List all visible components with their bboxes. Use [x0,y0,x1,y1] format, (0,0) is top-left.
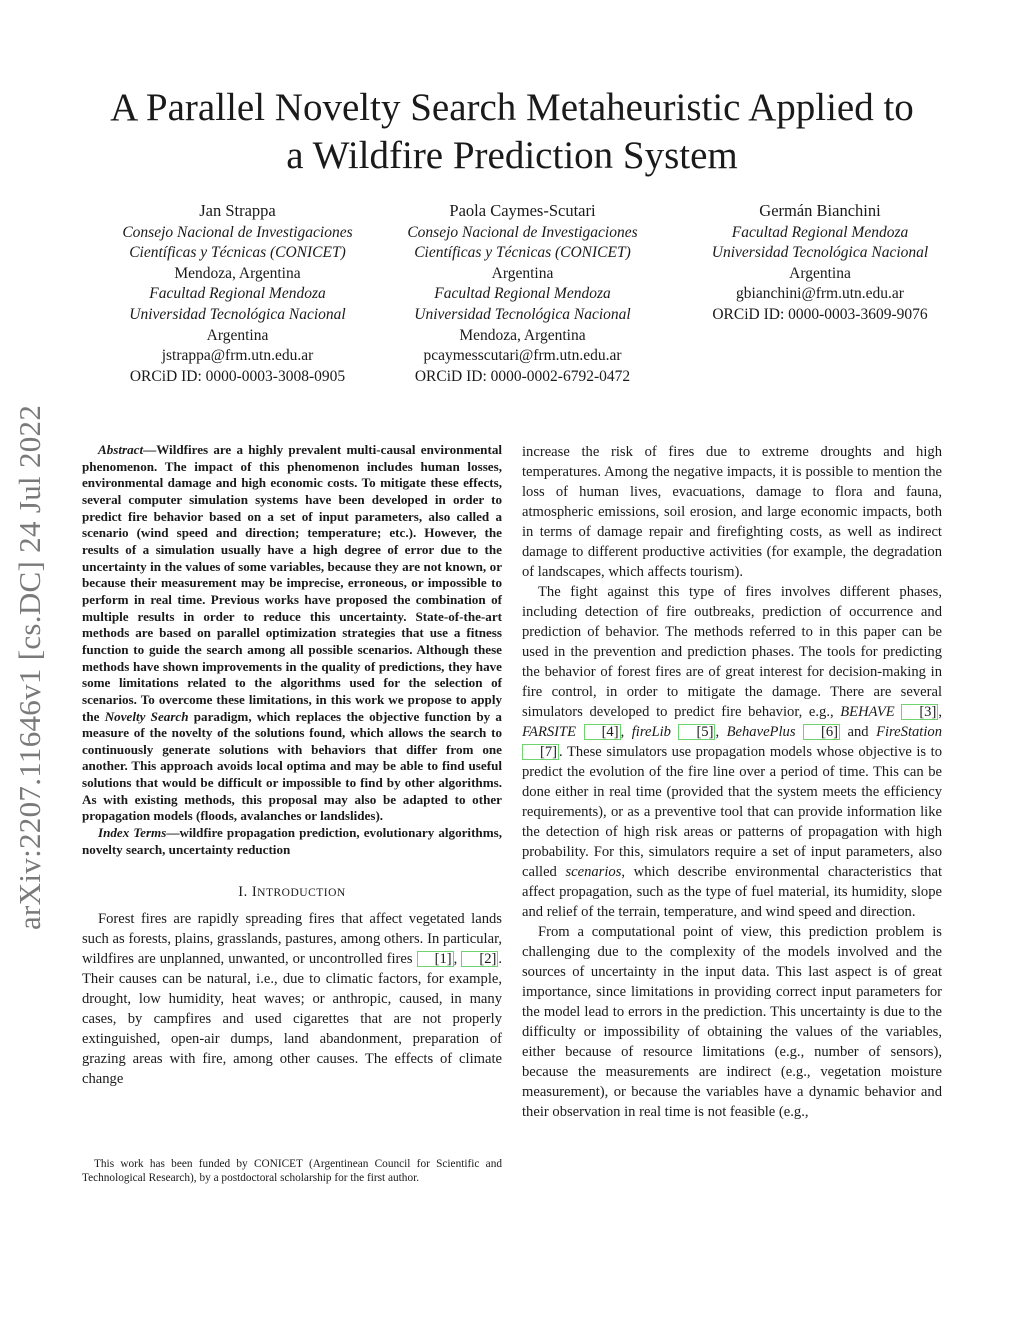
author-affiliation-line: Científicas y Técnicas (CONICET) [129,244,346,262]
section-heading-introduction [82,884,502,901]
citation-3[interactable]: [3] [901,704,938,720]
index-terms-dash: — [166,825,180,841]
author-affiliation-line: Argentina [491,264,554,282]
simulator-firestation: FireStation [876,724,943,740]
author-email[interactable]: pcaymesscutari@frm.utn.edu.ar [423,347,622,365]
citation-2[interactable]: [2] [461,951,498,967]
citation-6[interactable]: [6] [803,724,840,740]
author-affiliation-line: Facultad Regional Mendoza [149,285,326,303]
simulator-behave: BEHAVE [840,704,895,720]
index-terms-label: Index Terms [98,825,167,841]
intro-p2-text-a: The fight against this type of fires involves different phases, including detection of fire outbreaks, prediction of occurrence and prediction of behavior. The methods referred to in this paper can be used in the prevention and prediction phases. The tools for predicting the behavior of forest fires are of great interest for decision-making in fire control, in order to mitigate the damage. There are several simulators developed to predict fire behavior, e.g., [522,584,942,720]
intro-paragraph-3: From a computational point of view, this prediction problem is challenging due to the complexity of the models involved and the sources of uncertainty in the input data. This last aspect is of great importance, since limitations in providing correct input parameters for the model lead to errors in the prediction. This uncertainty is due to the difficulty or impossibility of obtaining the values of the variables, either because of resource limitations (e.g., number of sensors), because the measurements are indirect (e.g., vegetation moisture measurement), or because the variables have a dynamic behavior and their observation in real time is not feasible (e.g., [522,924,942,1120]
author-affiliation-line: Consejo Nacional de Investigaciones [407,223,638,241]
abstract [82,442,502,825]
citation-4[interactable]: [4] [584,724,621,740]
right-column [522,442,942,1122]
author-affiliation-line: Consejo Nacional de Investigaciones [122,223,353,241]
author-name: Paola Caymes-Scutari [449,201,596,220]
author-affiliation-line: ORCiD ID: 0000-0003-3609-9076 [712,305,928,323]
title-line-2: a Wildfire Prediction System [286,134,738,177]
author-3 [665,201,975,387]
abstract-label: Abstract [98,442,144,457]
arxiv-identifier[interactable]: arXiv:2207.11646v1 [cs.DC] 24 Jul 2022 [12,404,47,930]
author-affiliation-line: Facultad Regional Mendoza [731,223,909,241]
intro-p2-text-c: , which describe environmental characteristics that affect propagation, such as the type of fuel material, its humidity, slope and relief of the terrain, temperature, and wind speed and direction. [522,864,942,920]
section-title-rest: NTRODUCTION [257,887,346,900]
author-affiliation-line: ORCiD ID: 0000-0003-3008-0905 [129,367,346,385]
term-scenarios: scenarios [565,864,622,880]
index-terms-text: wildfire propagation prediction, evolutionary algorithms, novelty search, uncertainty reduction [82,825,502,857]
author-affiliation-line: Argentina [206,326,269,344]
author-2 [380,201,665,387]
intro-p1-text-b: . Their causes can be natural, i.e., due to climatic factors, for example, drought, low humidity, heat waves; or anthropic, caused, in many cases, by campfires and used cigarettes that are not properly extinguished, open-air dumps, land abandonment, preparation of grazing areas with fire, among other causes. The effects of climate change [82,951,503,1088]
simulator-firelib: fireLib [631,724,671,740]
intro-p2-text-b: . These simulators use propagation models whose objective is to predict the evolution of the fire line over a period of time. This can be done either in real time (provided that the system meets the efficiency requirements), or as a preventive tool that can provide information like the detection of high risk areas or patterns of propagation with high probability. For this, simulators require a set of input parameters, also called [522,744,942,880]
paper-title [60,84,964,180]
abstract-text-b: paradigm, which replaces the objective function by a measure of the novelty of the solutions found, which allows the search to continuously generate solutions with behaviors that differ from one another. This approach avoids local optima and may be able to find useful solutions that would be difficult or impossible to find by other algorithms. As with existing methods, this proposal may also be adapted to other propagation models (floods, avalanches or landslides). [82,708,502,824]
separator-2: , [938,704,942,720]
author-affiliation-line: Universidad Tecnológica Nacional [414,305,631,323]
intro-p1-text-a: Forest fires are rapidly spreading fires that affect vegetated lands such as forests, plains, grasslands, pastures, among others. In particular, wildfires are unplanned, unwanted, or uncontrolled fires [82,911,502,968]
section-number: I. I [238,884,258,901]
citation-7[interactable]: [7] [522,744,559,760]
simulator-farsite: FARSITE [522,724,577,740]
author-affiliation-line: Universidad Tecnológica Nacional [711,244,929,262]
citation-1[interactable]: [1] [417,951,454,967]
author-affiliation-line: Facultad Regional Mendoza [434,285,611,303]
abstract-dash: — [143,442,157,457]
separator-4: , [715,724,727,740]
index-terms [82,825,502,858]
intro-paragraph-2 [522,582,942,922]
title-line-1: A Parallel Novelty Search Metaheuristic Applied to [110,86,914,129]
abstract-novelty-search: Novelty Search [104,708,189,724]
simulator-behaveplus: BehavePlus [726,724,796,740]
author-name: Jan Strappa [199,201,276,220]
author-email[interactable]: gbianchini@frm.utn.edu.ar [736,285,904,303]
footnote: This work has been funded by CONICET (Argentinean Council for Scientific and Technological Research), by a postdoctoral scholarship for the first author. [82,1158,502,1185]
intro-paragraph-1 [82,909,502,1089]
left-column [82,442,502,1089]
author-affiliation-line: Científicas y Técnicas (CONICET) [414,244,631,262]
abstract-text-a: Wildfires are a highly prevalent multi-causal environmental phenomenon. The impact of this phenomenon includes human losses, environmental damage and high economic costs. To mitigate these effects, several computer simulation systems have been developed in order to predict fire behavior based on a set of input parameters, also called a scenario (wind speed and direction; temperature; etc.). However, the results of a simulation usually have a high degree of error due to the uncertainty in the values of some variables, because they are not known, or because their measurement may be imprecise, erroneous, or impossible to perform in real time. Previous works have proposed the combination of multiple results in order to reduce this uncertainty. State-of-the-art methods are based on parallel optimization strategies that use a fitness function to guide the search among all possible scenarios. Although these methods have shown improvements in the quality of predictions, they have some limitations related to the algorithms used for the selection of scenarios. To overcome these limitations, in this work we propose to apply the [82,442,502,724]
citation-separator: , [453,951,462,968]
author-block [95,201,975,387]
author-affiliation-line: Argentina [789,264,851,282]
separator-3: , [620,724,632,740]
author-affiliation-line: Universidad Tecnológica Nacional [129,305,346,323]
author-1 [95,201,380,387]
citation-5[interactable]: [5] [678,724,715,740]
author-affiliation-line: Mendoza, Argentina [459,326,586,344]
intro-body-left [82,909,502,1089]
author-name: Germán Bianchini [759,201,881,220]
author-affiliation-line: Mendoza, Argentina [174,264,301,282]
intro-paragraph-continued: increase the risk of fires due to extreme droughts and high temperatures. Among the negative impacts, it is possible to mention the loss of human lives, evacuations, damage to flora and fauna, atmospheric emissions, soil erosion, and large economic impacts, both in terms of damage repair and firefighting costs, as well as indirect damage to different productive activities (for example, the degradation of landscapes, which affects tourism). [522,444,942,580]
author-email[interactable]: jstrappa@frm.utn.edu.ar [161,347,314,365]
author-affiliation-line: ORCiD ID: 0000-0002-6792-0472 [414,367,631,385]
separator-5: and [840,724,877,740]
